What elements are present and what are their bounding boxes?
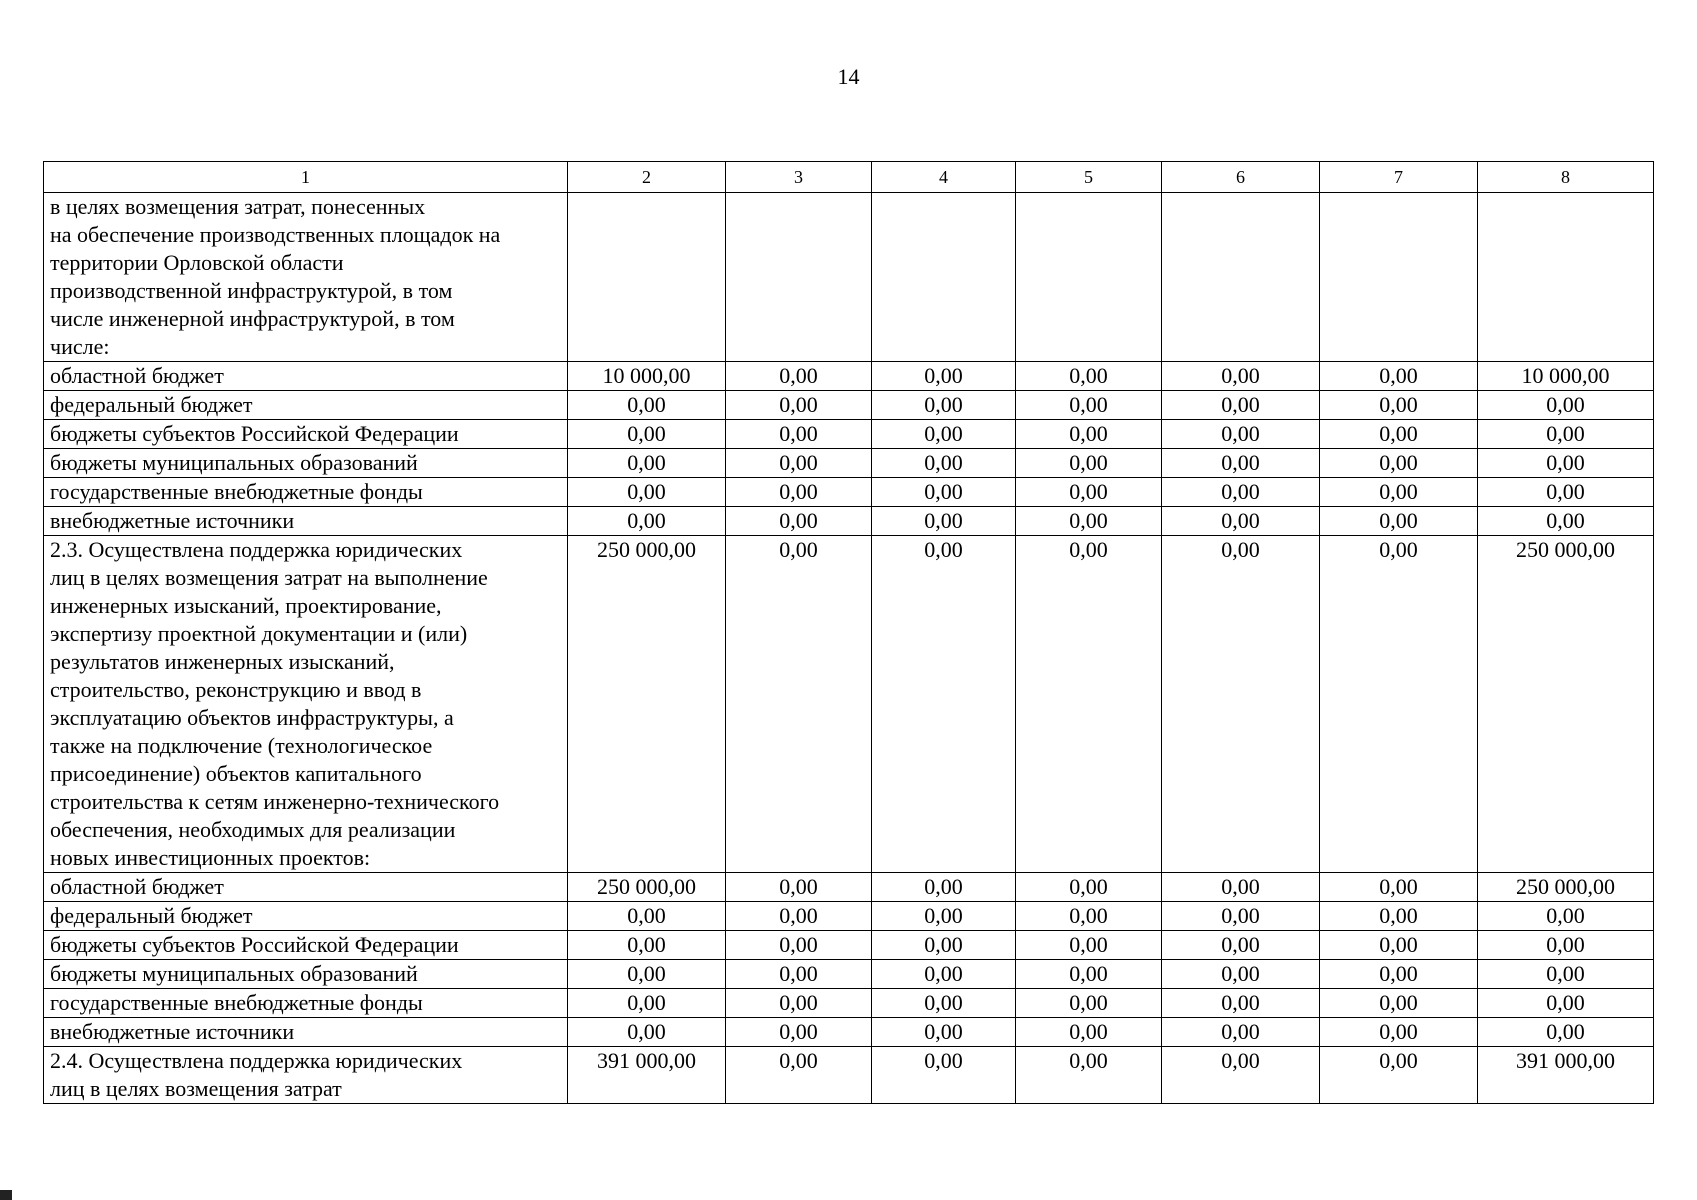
value-cell: 0,00 <box>1320 449 1478 478</box>
value-cell: 0,00 <box>1016 536 1162 873</box>
value-cell: 0,00 <box>1016 391 1162 420</box>
description-line: 2.3. Осуществлена поддержка юридических <box>50 537 463 562</box>
description-line: новых инвестиционных проектов: <box>50 845 371 870</box>
value-cell: 0,00 <box>1320 420 1478 449</box>
description-line: обеспечения, необходимых для реализации <box>50 817 456 842</box>
value-cell: 0,00 <box>726 420 872 449</box>
value-cell: 0,00 <box>1320 902 1478 931</box>
value-cell: 0,00 <box>872 420 1016 449</box>
value-cell: 0,00 <box>872 989 1016 1018</box>
value-cell <box>1162 193 1320 362</box>
table-row <box>44 449 1654 478</box>
column-header: 2 <box>568 162 726 193</box>
value-cell: 0,00 <box>1320 478 1478 507</box>
value-cell: 0,00 <box>1162 536 1320 873</box>
description-line: лиц в целях возмещения затрат <box>50 1076 342 1101</box>
value-cell: 0,00 <box>872 1047 1016 1104</box>
column-header: 8 <box>1478 162 1654 193</box>
value-cell: 0,00 <box>1478 902 1654 931</box>
page-number: 14 <box>837 64 860 89</box>
value-cell: 0,00 <box>1016 449 1162 478</box>
value-cell: 0,00 <box>726 989 872 1018</box>
value-cell: 0,00 <box>1320 873 1478 902</box>
value-cell: 0,00 <box>1320 1047 1478 1104</box>
value-cell: 0,00 <box>726 391 872 420</box>
value-cell: 0,00 <box>726 1018 872 1047</box>
scan-mark <box>0 1190 12 1200</box>
value-cell: 250 000,00 <box>1478 873 1654 902</box>
table-row <box>44 989 1654 1018</box>
value-cell: 0,00 <box>1320 931 1478 960</box>
description-line: строительство, реконструкцию и ввод в <box>50 677 422 702</box>
column-header: 5 <box>1016 162 1162 193</box>
value-cell <box>726 193 872 362</box>
row-label: бюджеты субъектов Российской Федерации <box>44 931 568 960</box>
value-cell: 0,00 <box>1478 1018 1654 1047</box>
description-line: числе инженерной инфраструктурой, в том <box>50 306 455 331</box>
value-cell: 0,00 <box>568 960 726 989</box>
value-cell: 0,00 <box>1016 989 1162 1018</box>
value-cell: 0,00 <box>568 931 726 960</box>
section-description <box>44 1047 568 1104</box>
column-header: 1 <box>44 162 568 193</box>
description-line: эксплуатацию объектов инфраструктуры, а <box>50 705 454 730</box>
value-cell: 0,00 <box>568 478 726 507</box>
value-cell: 0,00 <box>1478 960 1654 989</box>
table-row <box>44 931 1654 960</box>
value-cell: 0,00 <box>872 902 1016 931</box>
value-cell: 0,00 <box>1162 391 1320 420</box>
description-line: числе: <box>50 334 110 359</box>
description-line: результатов инженерных изысканий, <box>50 649 395 674</box>
value-cell: 391 000,00 <box>1478 1047 1654 1104</box>
row-label: государственные внебюджетные фонды <box>44 989 568 1018</box>
value-cell: 0,00 <box>1320 960 1478 989</box>
value-cell: 0,00 <box>1478 449 1654 478</box>
row-label: государственные внебюджетные фонды <box>44 478 568 507</box>
value-cell: 250 000,00 <box>568 536 726 873</box>
column-header: 6 <box>1162 162 1320 193</box>
value-cell: 0,00 <box>1162 1018 1320 1047</box>
section-row <box>44 193 1654 362</box>
row-label: внебюджетные источники <box>44 1018 568 1047</box>
value-cell: 0,00 <box>1320 989 1478 1018</box>
row-label: областной бюджет <box>44 873 568 902</box>
description-line: территории Орловской области <box>50 250 344 275</box>
value-cell: 0,00 <box>726 931 872 960</box>
value-cell: 0,00 <box>1162 960 1320 989</box>
value-cell: 0,00 <box>872 391 1016 420</box>
row-label: федеральный бюджет <box>44 902 568 931</box>
value-cell: 0,00 <box>1016 478 1162 507</box>
value-cell: 0,00 <box>1478 507 1654 536</box>
row-label: федеральный бюджет <box>44 391 568 420</box>
value-cell: 0,00 <box>726 507 872 536</box>
value-cell: 0,00 <box>726 478 872 507</box>
row-label: бюджеты муниципальных образований <box>44 449 568 478</box>
value-cell: 0,00 <box>568 449 726 478</box>
value-cell: 0,00 <box>1320 536 1478 873</box>
description-line: 2.4. Осуществлена поддержка юридических <box>50 1048 463 1073</box>
value-cell: 10 000,00 <box>568 362 726 391</box>
value-cell: 0,00 <box>568 1018 726 1047</box>
table-row <box>44 902 1654 931</box>
value-cell: 10 000,00 <box>1478 362 1654 391</box>
value-cell: 0,00 <box>726 449 872 478</box>
value-cell: 0,00 <box>1162 931 1320 960</box>
budget-table <box>43 161 1654 1104</box>
value-cell: 0,00 <box>872 1018 1016 1047</box>
value-cell <box>1478 193 1654 362</box>
description-line: лиц в целях возмещения затрат на выполнение <box>50 565 488 590</box>
value-cell: 0,00 <box>872 449 1016 478</box>
value-cell: 0,00 <box>1016 1018 1162 1047</box>
value-cell: 0,00 <box>1016 507 1162 536</box>
value-cell <box>568 193 726 362</box>
value-cell: 0,00 <box>726 902 872 931</box>
section-description <box>44 536 568 873</box>
value-cell: 0,00 <box>1016 931 1162 960</box>
value-cell: 0,00 <box>568 989 726 1018</box>
table-row <box>44 960 1654 989</box>
value-cell: 0,00 <box>872 960 1016 989</box>
value-cell: 0,00 <box>1162 902 1320 931</box>
table-row <box>44 420 1654 449</box>
description-line: также на подключение (технологическое <box>50 733 433 758</box>
value-cell <box>1016 193 1162 362</box>
value-cell: 0,00 <box>872 507 1016 536</box>
value-cell: 0,00 <box>726 960 872 989</box>
description-line: производственной инфраструктурой, в том <box>50 278 453 303</box>
value-cell: 0,00 <box>568 902 726 931</box>
value-cell: 0,00 <box>1162 507 1320 536</box>
value-cell: 0,00 <box>872 362 1016 391</box>
value-cell: 0,00 <box>1016 902 1162 931</box>
value-cell: 0,00 <box>1016 873 1162 902</box>
value-cell: 391 000,00 <box>568 1047 726 1104</box>
value-cell: 0,00 <box>1162 873 1320 902</box>
table-row <box>44 391 1654 420</box>
value-cell: 0,00 <box>568 507 726 536</box>
value-cell: 0,00 <box>872 873 1016 902</box>
value-cell: 0,00 <box>1320 391 1478 420</box>
table-row <box>44 478 1654 507</box>
value-cell: 0,00 <box>1478 478 1654 507</box>
description-line: в целях возмещения затрат, понесенных <box>50 194 426 219</box>
section-row <box>44 536 1654 873</box>
row-label: бюджеты субъектов Российской Федерации <box>44 420 568 449</box>
value-cell: 0,00 <box>726 536 872 873</box>
value-cell: 0,00 <box>1162 362 1320 391</box>
column-header: 3 <box>726 162 872 193</box>
description-line: присоединение) объектов капитального <box>50 761 422 786</box>
row-label: областной бюджет <box>44 362 568 391</box>
value-cell: 250 000,00 <box>568 873 726 902</box>
column-header: 7 <box>1320 162 1478 193</box>
value-cell: 0,00 <box>1016 960 1162 989</box>
description-line: экспертизу проектной документации и (или) <box>50 621 468 646</box>
section-row <box>44 1047 1654 1104</box>
value-cell: 0,00 <box>1162 449 1320 478</box>
value-cell: 0,00 <box>1162 989 1320 1018</box>
header-row <box>44 162 1654 193</box>
description-line: инженерных изысканий, проектирование, <box>50 593 442 618</box>
value-cell: 0,00 <box>1478 420 1654 449</box>
value-cell: 0,00 <box>1016 420 1162 449</box>
value-cell: 0,00 <box>1016 362 1162 391</box>
row-label: внебюджетные источники <box>44 507 568 536</box>
value-cell: 0,00 <box>726 1047 872 1104</box>
table-row <box>44 362 1654 391</box>
value-cell: 0,00 <box>1478 391 1654 420</box>
description-line: на обеспечение производственных площадок на <box>50 222 501 247</box>
value-cell: 0,00 <box>872 478 1016 507</box>
column-header: 4 <box>872 162 1016 193</box>
value-cell: 0,00 <box>726 873 872 902</box>
value-cell: 0,00 <box>1162 420 1320 449</box>
value-cell: 0,00 <box>568 420 726 449</box>
value-cell <box>1320 193 1478 362</box>
section-description <box>44 193 568 362</box>
table-row <box>44 1018 1654 1047</box>
value-cell: 0,00 <box>1162 1047 1320 1104</box>
value-cell <box>872 193 1016 362</box>
value-cell: 0,00 <box>1016 1047 1162 1104</box>
value-cell: 0,00 <box>1320 507 1478 536</box>
value-cell: 0,00 <box>726 362 872 391</box>
description-line: строительства к сетям инженерно-технического <box>50 789 500 814</box>
row-label: бюджеты муниципальных образований <box>44 960 568 989</box>
value-cell: 0,00 <box>1320 362 1478 391</box>
value-cell: 0,00 <box>1478 989 1654 1018</box>
value-cell: 250 000,00 <box>1478 536 1654 873</box>
value-cell: 0,00 <box>872 931 1016 960</box>
value-cell: 0,00 <box>872 536 1016 873</box>
value-cell: 0,00 <box>1162 478 1320 507</box>
value-cell: 0,00 <box>1320 1018 1478 1047</box>
value-cell: 0,00 <box>568 391 726 420</box>
value-cell: 0,00 <box>1478 931 1654 960</box>
table-row <box>44 507 1654 536</box>
table-row <box>44 873 1654 902</box>
